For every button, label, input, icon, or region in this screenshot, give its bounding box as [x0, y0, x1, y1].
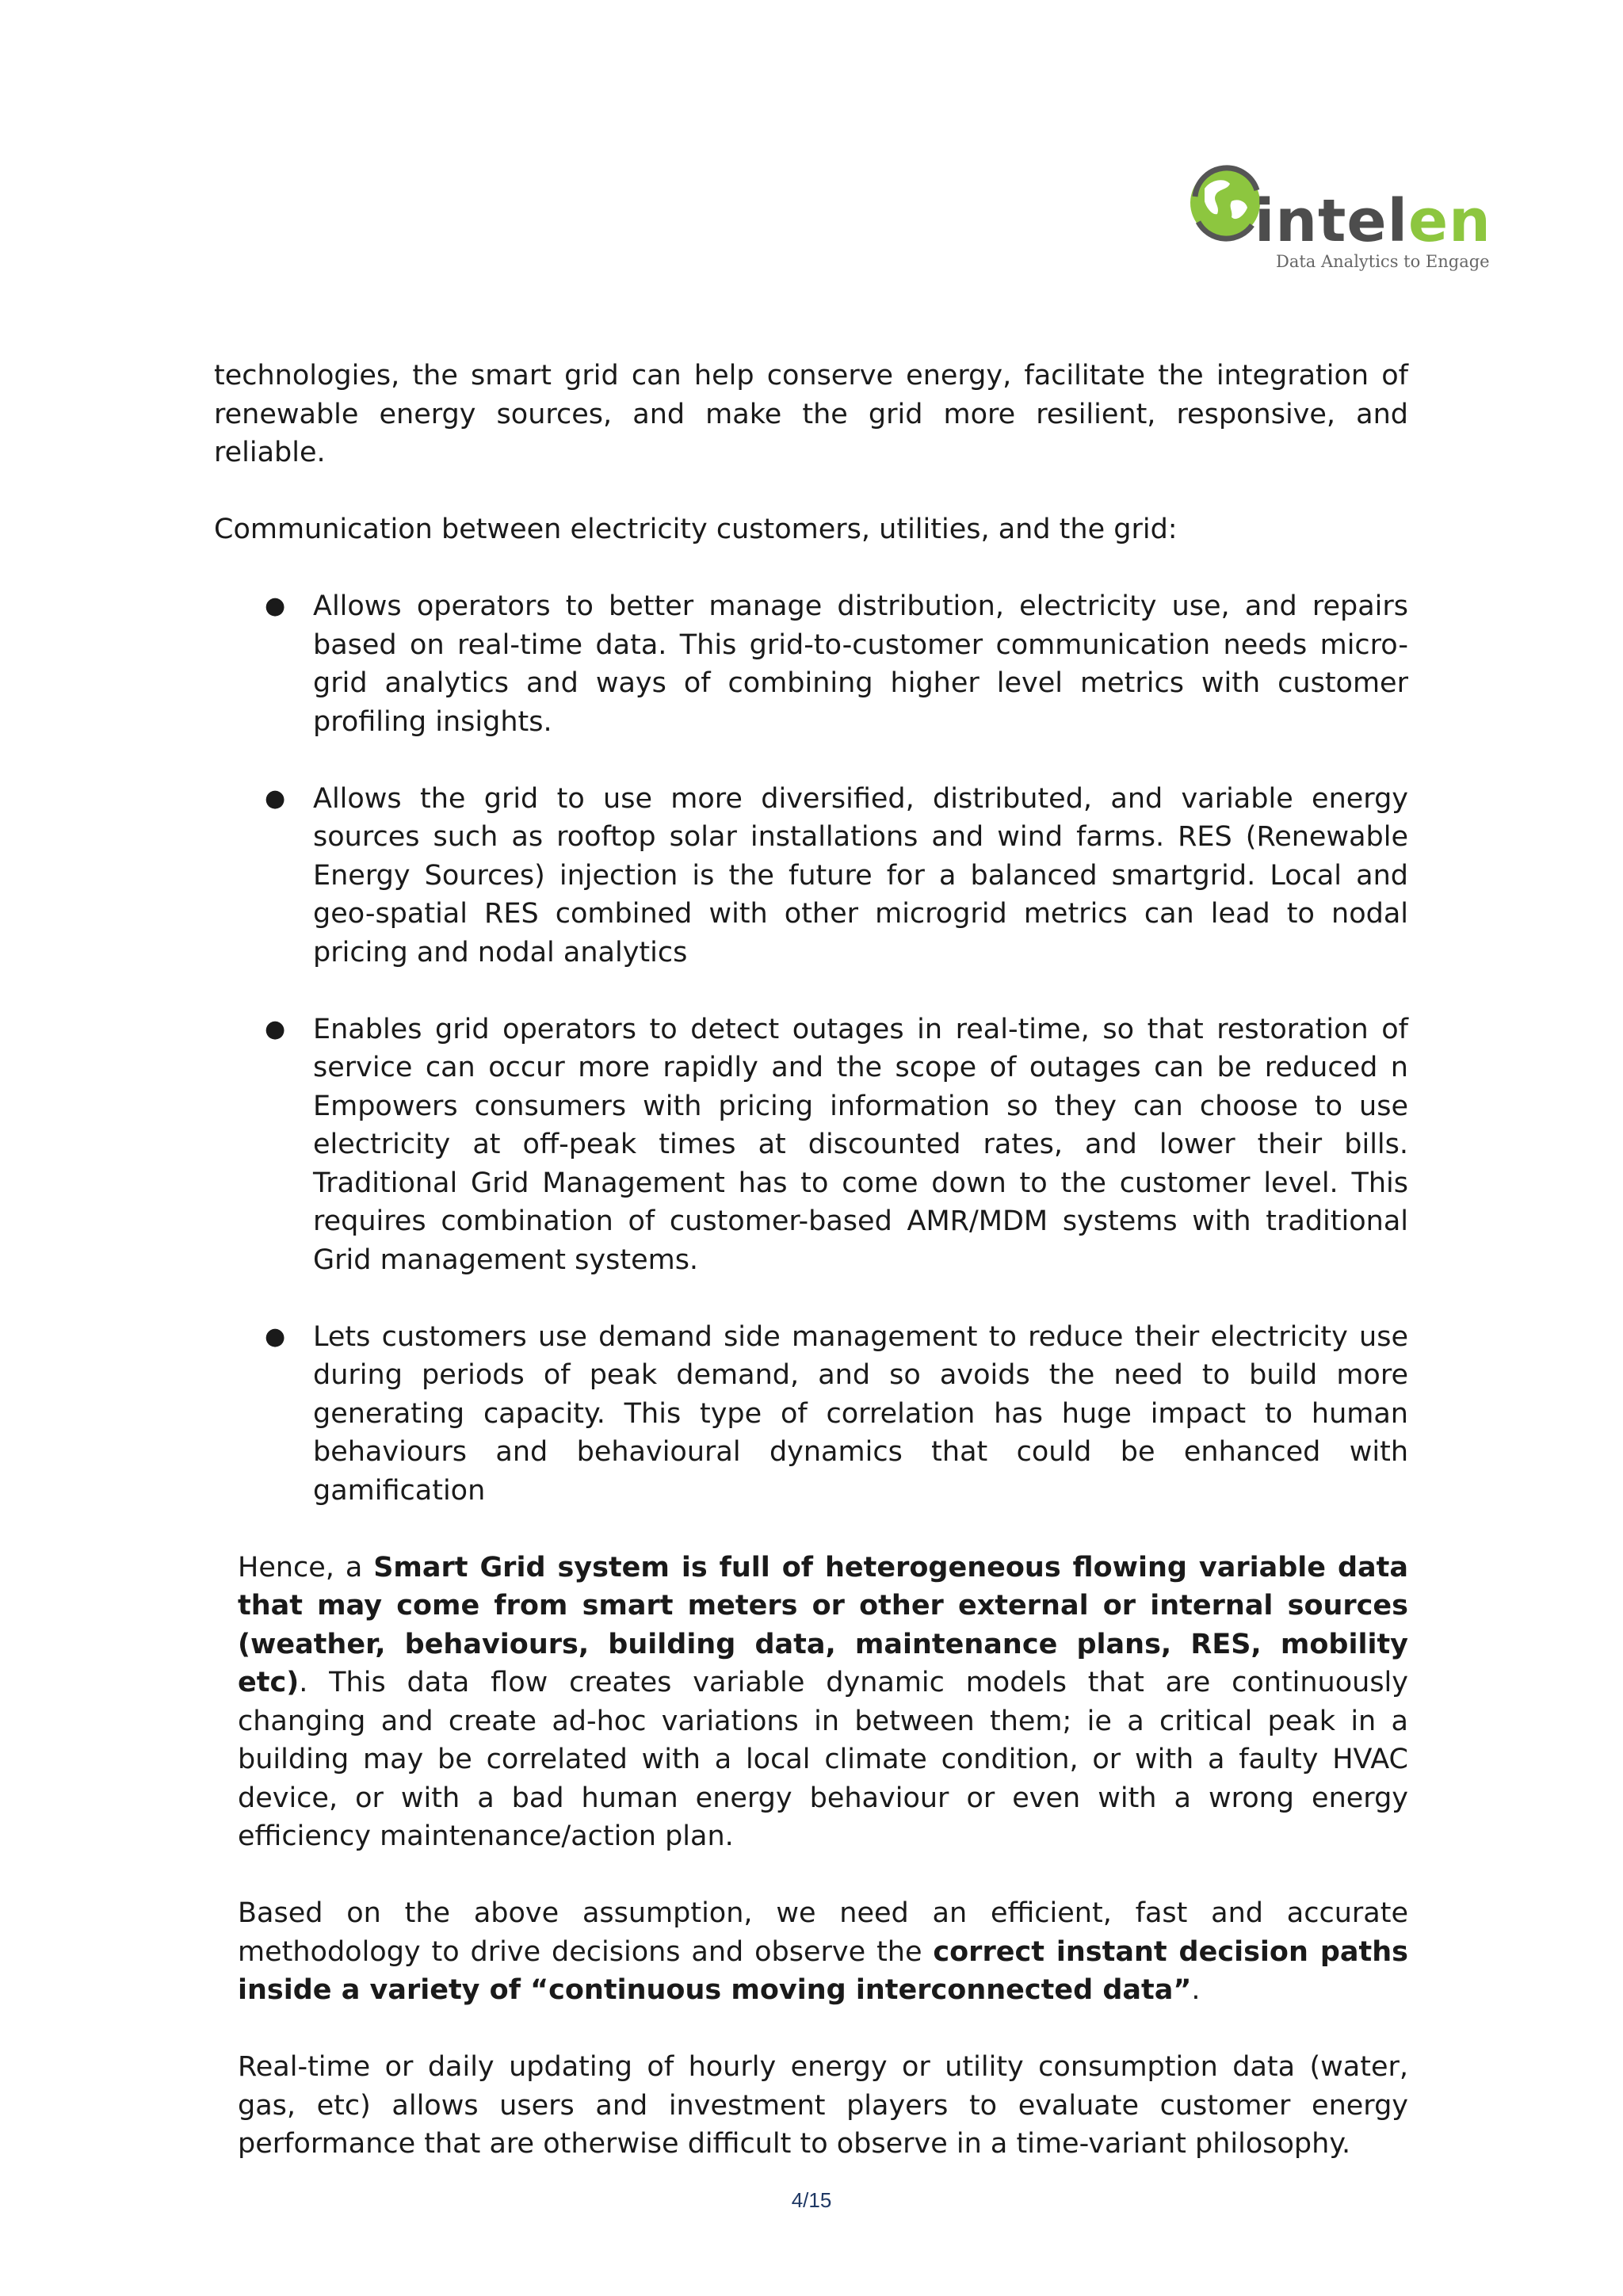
- hence-paragraph: Hence, a Smart Grid system is full of heterogeneous flowing variable data that may come from smart meters or other external or internal sources (weather, behaviours, building data, maintenance plans, RES, mobility etc). This data flow creates variable dynamic models that are continuously changing and create ad-hoc variations in between them; ie a critical peak in a building may be correlated with a local climate condition, or with a faulty HVAC device, or with a bad human energy behaviour or even with a wrong energy efficiency maintenance/action plan.: [238, 1551, 1408, 1852]
- realtime-paragraph: Real-time or daily updating of hourly energy or utility consumption data (water, gas, etc) allows users and investment players to evaluate customer energy performance that are otherwise difficult to observe in a time-variant philosophy.: [238, 2051, 1408, 2160]
- list-item: ● Enables grid operators to detect outages in real-time, so that restoration of service can occur more rapidly and the scope of outages can be reduced n Empowers consumers with pricing information so they can choose to use electricity at off-peak times at discounted rates, and lower their bills. Traditional Grid Management has to come down to the customer level. This requires combination of customer-based AMR/MDM systems with traditional Grid management systems.: [214, 1010, 1408, 1280]
- bullet-icon: ●: [265, 1322, 286, 1350]
- bullet-icon: ●: [265, 1014, 286, 1043]
- list-item: ● Lets customers use demand side management to reduce their electricity use during periods of peak demand, and so avoids the need to build more generating capacity. This type of correlation has huge impact to human behaviours and behavioural dynamics that could be enhanced with gamification: [214, 1318, 1408, 1511]
- intelen-logo: [1181, 159, 1490, 277]
- logo-tagline: Data Analytics to Engage: [1276, 252, 1490, 271]
- list-item: ● Allows the grid to use more diversified, distributed, and variable energy sources such as rooftop solar installations and wind farms. RES (Renewable Energy Sources) injection is the future for a balanced smartgrid. Local and geo-spatial RES combined with other microgrid metrics can lead to nodal pricing and nodal analytics: [214, 780, 1408, 972]
- page-number: 4/15: [791, 2188, 832, 2212]
- logo-wordmark: intelen: [1254, 187, 1491, 255]
- bullet-list: [214, 587, 1408, 1510]
- intro-paragraph: technologies, the smart grid can help conserve energy, facilitate the integration of renewable energy sources, and make the grid more resilient, responsive, and reliable.: [214, 360, 1408, 468]
- communication-paragraph: Communication between electricity customers, utilities, and the grid:: [214, 514, 1178, 545]
- list-item: ● Allows operators to better manage distribution, electricity use, and repairs based on real-time data. This grid-to-customer communication needs micro-grid analytics and ways of combining higher level metrics with customer profiling insights.: [214, 587, 1408, 741]
- body-content: [214, 357, 1408, 2164]
- based-paragraph: Based on the above assumption, we need an efficient, fast and accurate methodology to drive decisions and observe the correct instant decision paths inside a variety of “continuous moving interconnected data”.: [238, 1897, 1408, 2006]
- bullet-icon: ●: [265, 592, 286, 620]
- bullet-icon: ●: [265, 784, 286, 812]
